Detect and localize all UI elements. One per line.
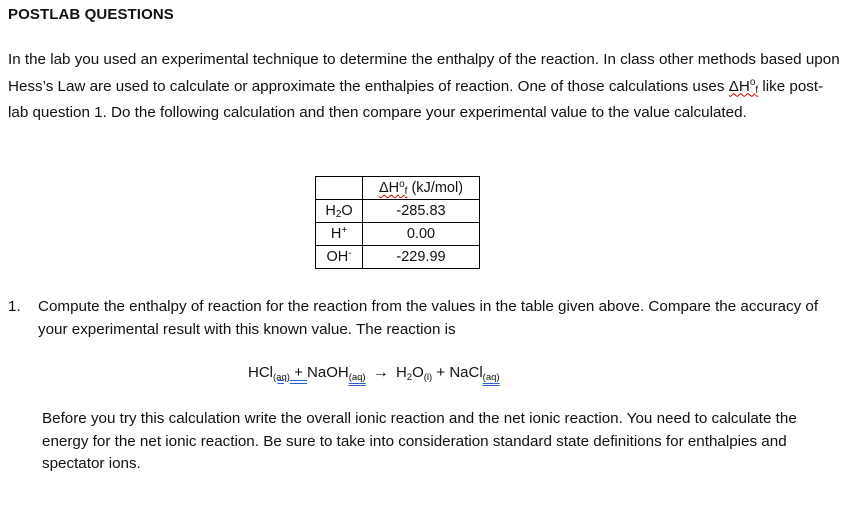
table-row bbox=[316, 246, 480, 269]
eq-nacl: NaCl bbox=[449, 364, 483, 381]
table-header-unit: (kJ/mol) bbox=[407, 180, 464, 196]
eq-h2o-h: H bbox=[395, 364, 407, 381]
closing-paragraph: Before you try this calculation write the overall ionic reaction and the net ionic reaction. You need to calculate the energy for the net ionic reaction. Be sure to take into consideration standard state definitions for enthalpies and spectator ions. bbox=[42, 410, 797, 472]
species-text: H bbox=[325, 203, 336, 219]
question-text: Compute the enthalpy of reaction for the reaction from the values in the table given above. Compare the accuracy of your experimental result with this known value. The reaction is bbox=[38, 298, 819, 338]
table-header-symbol bbox=[379, 180, 408, 196]
eq-plus: + bbox=[432, 364, 450, 381]
table-value-cell: -229.99 bbox=[363, 246, 480, 269]
table-row bbox=[316, 223, 480, 246]
reaction-equation bbox=[248, 364, 500, 383]
eq-state-aq: (aq) bbox=[348, 372, 366, 383]
table-header-sub: f bbox=[404, 186, 408, 197]
species-subscript: 2 bbox=[335, 209, 342, 220]
intro-text-part2: like post-lab question 1. Do the following calculation and then compare your experimental value to the value calculated. bbox=[8, 77, 824, 121]
table-species-cell bbox=[316, 200, 363, 223]
table-header-delta-h: ΔH bbox=[378, 180, 400, 196]
eq-hcl-state-and-plus bbox=[273, 364, 307, 381]
species-superscript: + bbox=[341, 225, 348, 236]
eq-state-aq: (aq) bbox=[482, 372, 500, 383]
reaction-arrow-icon: → bbox=[372, 364, 389, 381]
intro-paragraph bbox=[8, 49, 843, 125]
species-text: OH bbox=[326, 249, 349, 265]
eq-state-liquid: (l) bbox=[423, 372, 433, 383]
table-species-cell bbox=[316, 223, 363, 246]
eq-h2o-subscript: 2 bbox=[406, 372, 413, 383]
table-row bbox=[316, 200, 480, 223]
enthalpy-table bbox=[315, 176, 480, 269]
species-superscript: - bbox=[348, 248, 352, 259]
table-value-cell: -285.83 bbox=[363, 200, 480, 223]
species-tail: O bbox=[341, 203, 353, 219]
eq-state-aq: (aq) bbox=[273, 372, 290, 383]
delta-h-superscript: o bbox=[749, 76, 756, 88]
species-text: H bbox=[330, 226, 342, 242]
delta-h-subscript: f bbox=[755, 84, 759, 96]
eq-h2o-o: O bbox=[412, 364, 424, 381]
table-species-cell bbox=[316, 246, 363, 269]
eq-plus: + bbox=[289, 364, 308, 381]
table-header-empty-cell bbox=[316, 177, 363, 200]
page-heading: POSTLAB QUESTIONS bbox=[8, 6, 174, 23]
eq-naoh: NaOH bbox=[307, 364, 349, 381]
delta-h-text: ΔH bbox=[728, 77, 750, 95]
intro-text-part1: In the lab you used an experimental technique to determine the enthalpy of the reaction. In class other methods based upon Hess’s Law are used to calculate or approximate the enthalpies of reaction. One of those calculations uses bbox=[8, 51, 840, 95]
table-header-cell bbox=[363, 177, 480, 200]
table-header-sup: o bbox=[399, 179, 405, 190]
eq-hcl: HCl bbox=[248, 364, 273, 381]
delta-h-formation-symbol bbox=[729, 78, 758, 95]
table-value-cell: 0.00 bbox=[363, 223, 480, 246]
question-number: 1. bbox=[8, 298, 21, 315]
table-header-row bbox=[316, 177, 480, 200]
